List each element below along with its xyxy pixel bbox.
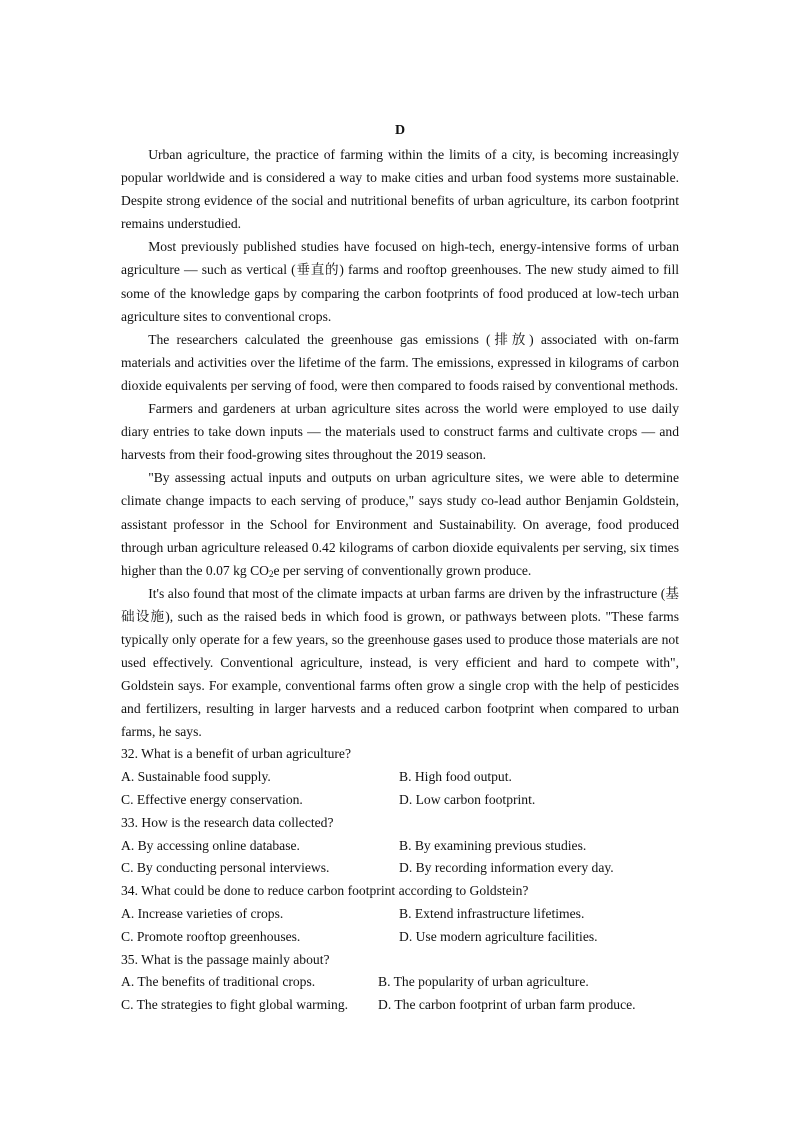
- option-row: [121, 857, 679, 880]
- option-d: D. Use modern agriculture facilities.: [399, 928, 598, 944]
- question-33: [121, 812, 679, 880]
- option-row: [121, 835, 679, 858]
- question-stem: 33. How is the research data collected?: [121, 814, 334, 830]
- option-b: B. The popularity of urban agriculture.: [378, 974, 589, 990]
- option-a: A. Sustainable food supply.: [121, 769, 271, 785]
- paragraph-5: [121, 466, 679, 581]
- paragraph-5-text-end: e per serving of conventionally grown produce.: [273, 562, 532, 578]
- paragraph-6: It's also found that most of the climate impacts at urban farms are driven by the infrastructure (基础设施), such as the raised beds in which food is grown, or pathways between plots. "These farms typically only operate for a few years, so the greenhouse gases used to produce those materials are not used effectively. Conventional agriculture, instead, is very efficient and hard to compete with", Goldstein says. For example, conventional farms often grow a single crop with the help of pesticides and fertilizers, resulting in larger harvests and a reduced carbon footprint when compared to urban farms, he says.: [121, 585, 679, 740]
- option-row: [121, 766, 679, 789]
- paragraph-1: Urban agriculture, the practice of farming within the limits of a city, is becoming increasingly popular worldwide and is considered a way to make cities and urban food systems more sustainable. Despite strong evidence of the social and nutritional benefits of urban agriculture, its carbon footprint remains understudied.: [121, 147, 679, 232]
- question-stem: 34. What could be done to reduce carbon footprint according to Goldstein?: [121, 883, 529, 899]
- question-34: [121, 880, 679, 948]
- paragraph-4: Farmers and gardeners at urban agriculture sites across the world were employed to use daily diary entries to take down inputs — the materials used to construct farms and cultivate crops — and harvests from their food-growing sites throughout the 2019 season.: [121, 401, 679, 463]
- option-d: D. The carbon footprint of urban farm produce.: [378, 997, 636, 1013]
- option-b: B. By examining previous studies.: [399, 837, 587, 853]
- option-d: D. Low carbon footprint.: [399, 792, 536, 808]
- option-c: C. Promote rooftop greenhouses.: [121, 928, 301, 944]
- option-d: D. By recording information every day.: [399, 860, 614, 876]
- paragraph-5-text: "By assessing actual inputs and outputs on urban agriculture sites, we were able to determine climate change impacts to each serving of produce," says study co-lead author Benjamin Goldstein, assistant professor in the School for Environment and Sustainability. On average, food produced through urban agriculture released 0.42 kilograms of carbon dioxide equivalents per serving, six times higher than the 0.07 kg CO: [121, 470, 679, 578]
- option-row: [121, 903, 679, 926]
- question-stem: 35. What is the passage mainly about?: [121, 951, 330, 967]
- option-row: [121, 789, 679, 812]
- passage-and-questions: [121, 143, 679, 1017]
- option-c: C. By conducting personal interviews.: [121, 860, 330, 876]
- option-row: [121, 994, 679, 1017]
- option-row: [121, 971, 679, 994]
- section-heading: D: [394, 123, 406, 138]
- option-b: B. High food output.: [399, 769, 512, 785]
- option-a: A. The benefits of traditional crops.: [121, 974, 316, 990]
- question-35: [121, 949, 679, 1017]
- question-stem: 32. What is a benefit of urban agriculture?: [121, 746, 351, 762]
- option-b: B. Extend infrastructure lifetimes.: [399, 906, 585, 922]
- option-c: C. Effective energy conservation.: [121, 792, 303, 808]
- question-32: [121, 743, 679, 811]
- question-list: [121, 743, 679, 1017]
- option-row: [121, 926, 679, 949]
- paragraph-3: The researchers calculated the greenhouse gas emissions (排放) associated with on-farm materials and activities over the lifetime of the farm. The emissions, expressed in kilograms of carbon dioxide equivalents per serving of food, were then compared to foods raised by conventional methods.: [121, 331, 679, 393]
- option-c: C. The strategies to fight global warming.: [121, 997, 349, 1013]
- co2-subscript: 2: [269, 568, 274, 579]
- option-a: A. By accessing online database.: [121, 837, 300, 853]
- paragraph-2: Most previously published studies have focused on high-tech, energy-intensive forms of urban agriculture — such as vertical (垂直的) farms and rooftop greenhouses. The new study aimed to fill some of the knowledge gaps by comparing the carbon footprints of food produced at low-tech urban agriculture sites to conventional crops.: [121, 239, 679, 324]
- option-a: A. Increase varieties of crops.: [121, 906, 284, 922]
